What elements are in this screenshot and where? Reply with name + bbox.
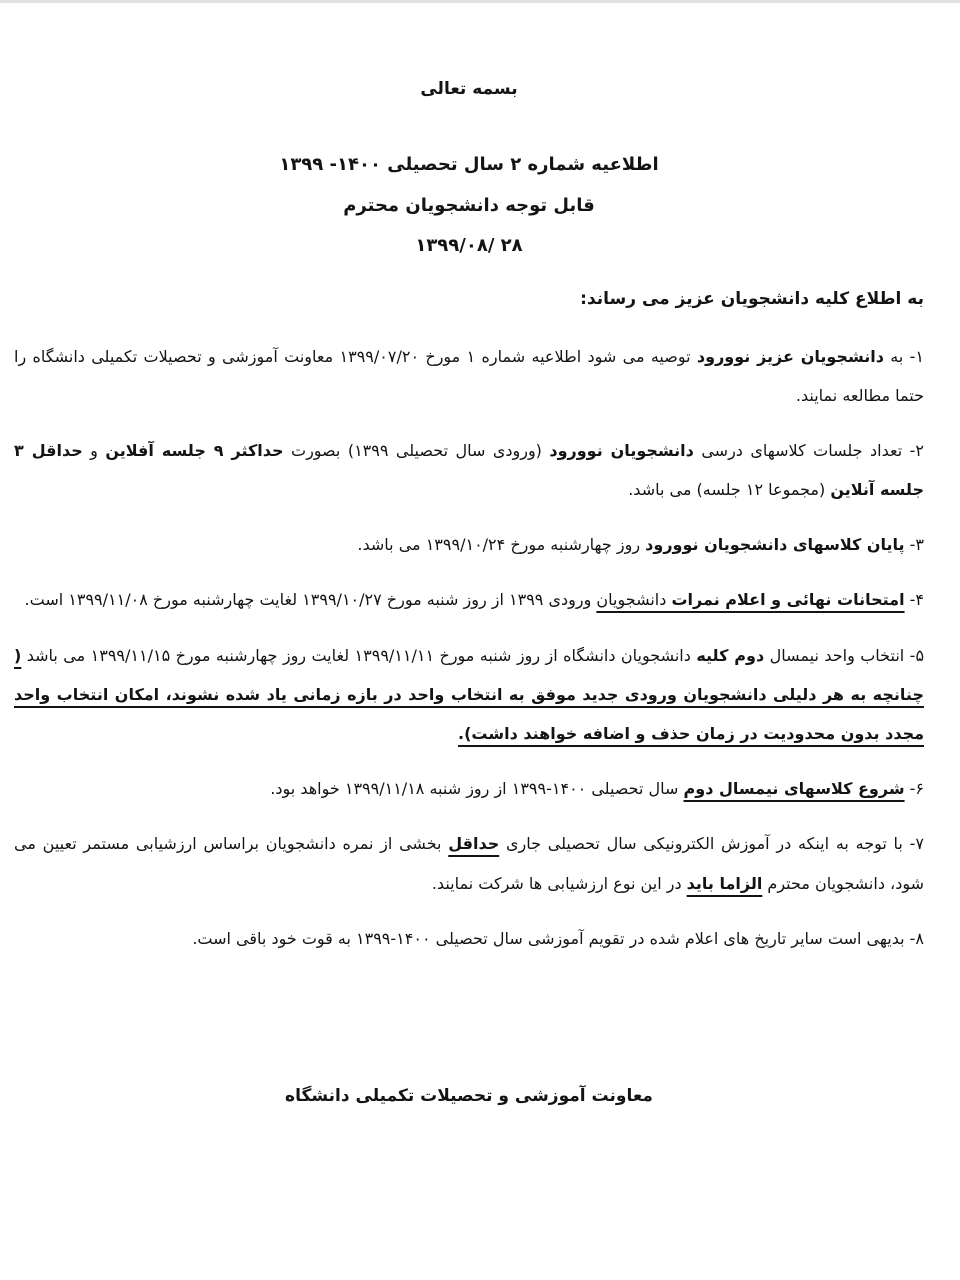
text-segment: حداقل ۳ جلسه آنلاین bbox=[14, 440, 924, 500]
text-segment: ۳- bbox=[904, 535, 924, 555]
text-segment: پایان کلاسهای دانشجویان نوورود bbox=[645, 535, 905, 555]
text-segment: (مجموعا ۱۲ جلسه) می باشد. bbox=[628, 480, 831, 500]
notice-item bbox=[14, 580, 924, 619]
salutation-line: به اطلاع کلیه دانشجویان عزیز می رساند: bbox=[580, 288, 924, 309]
notice-item bbox=[14, 431, 924, 509]
items-list bbox=[14, 337, 924, 958]
text-segment: شروع کلاسهای نیمسال دوم bbox=[683, 779, 905, 799]
notice-item bbox=[14, 824, 924, 902]
text-segment: ۴- bbox=[904, 590, 924, 610]
notice-item bbox=[14, 769, 924, 808]
text-segment: (ورودی سال تحصیلی ۱۳۹۹) بصورت bbox=[283, 440, 550, 460]
text-segment: و bbox=[82, 440, 106, 460]
text-segment: توصیه می شود اطلاعیه شماره ۱ مورخ ۱۳۹۹/۰۷/۲۰ معاونت آموزشی و تحصیلات تکمیلی دانشگاه را حتما مطالعه نمایند. bbox=[14, 346, 924, 405]
text-segment: ( چنانچه به هر دلیلی دانشجویان ورودی جدید موفق به انتخاب واحد در بازه زمانی یاد شده نشوند، امکان انتخاب واحد مجدد بدون محدودیت در زمان حذف و اضافه خواهند داشت). bbox=[14, 645, 924, 743]
text-segment: بخشی از نمره دانشجویان براساس ارزشیابی مستمر تعیین می شود، دانشجویان محترم bbox=[14, 834, 924, 893]
text-segment: سال تحصیلی ۱۴۰۰-۱۳۹۹ از روز شنبه ۱۳۹۹/۱۱/۱۸ خواهد بود. bbox=[270, 779, 684, 799]
text-segment: الزاما باید bbox=[686, 873, 763, 893]
header-date: ۲۸ /۱۳۹۹/۰۸ bbox=[415, 235, 523, 256]
text-segment: دانشجویان دانشگاه از روز شنبه مورخ ۱۳۹۹/۱۱/۱۱ لغایت روز چهارشنبه مورخ ۱۳۹۹/۱۱/۱۵ می باشد bbox=[21, 645, 697, 665]
header-attention-line: قابل توجه دانشجویان محترم bbox=[343, 194, 595, 216]
announcement-header bbox=[14, 145, 924, 267]
text-segment: دانشجویان نوورود bbox=[549, 440, 694, 460]
text-segment: دانشجویان bbox=[596, 590, 672, 610]
bismillah-heading: بسمه تعالی bbox=[420, 79, 518, 99]
text-segment: ۵- انتخاب واحد نیمسال bbox=[764, 645, 925, 665]
text-segment: ۶- bbox=[904, 779, 924, 799]
text-segment: ۲- تعداد جلسات کلاسهای درسی bbox=[693, 440, 924, 460]
notice-item bbox=[14, 636, 924, 754]
text-segment: حداکثر ۹ جلسه آفلاین bbox=[105, 440, 284, 460]
notice-item bbox=[14, 337, 924, 415]
signature-line: معاونت آموزشی و تحصیلات تکمیلی دانشگاه bbox=[285, 1085, 653, 1106]
text-segment: روز چهارشنبه مورخ ۱۳۹۹/۱۰/۲۴ می باشد. bbox=[357, 535, 646, 555]
text-segment: در این نوع ارزشیابی ها شرکت نمایند. bbox=[431, 873, 687, 893]
text-segment: ۱- به bbox=[883, 346, 925, 366]
text-segment: دانشجویان عزیز نوورود bbox=[696, 346, 884, 366]
header-title-line: اطلاعیه شماره ۲ سال تحصیلی ۱۴۰۰- ۱۳۹۹ bbox=[279, 154, 659, 175]
text-segment: ورودی ۱۳۹۹ از روز شنبه مورخ ۱۳۹۹/۱۰/۲۷ لغایت چهارشنبه مورخ ۱۳۹۹/۱۱/۰۸ است. bbox=[24, 590, 597, 610]
text-segment: امتحانات نهائی و اعلام نمرات bbox=[671, 590, 905, 610]
notice-item bbox=[14, 919, 924, 958]
text-segment: ۷- با توجه به اینکه در آموزش الکترونیکی سال تحصیلی جاری bbox=[499, 834, 925, 854]
text-segment: حداقل bbox=[448, 834, 500, 854]
notice-item bbox=[14, 525, 924, 564]
text-segment: ۸- بدیهی است سایر تاریخ های اعلام شده در تقویم آموزشی سال تحصیلی ۱۴۰۰-۱۳۹۹ به قوت خود باقی است. bbox=[192, 928, 924, 948]
text-segment: دوم کلیه bbox=[696, 645, 765, 665]
